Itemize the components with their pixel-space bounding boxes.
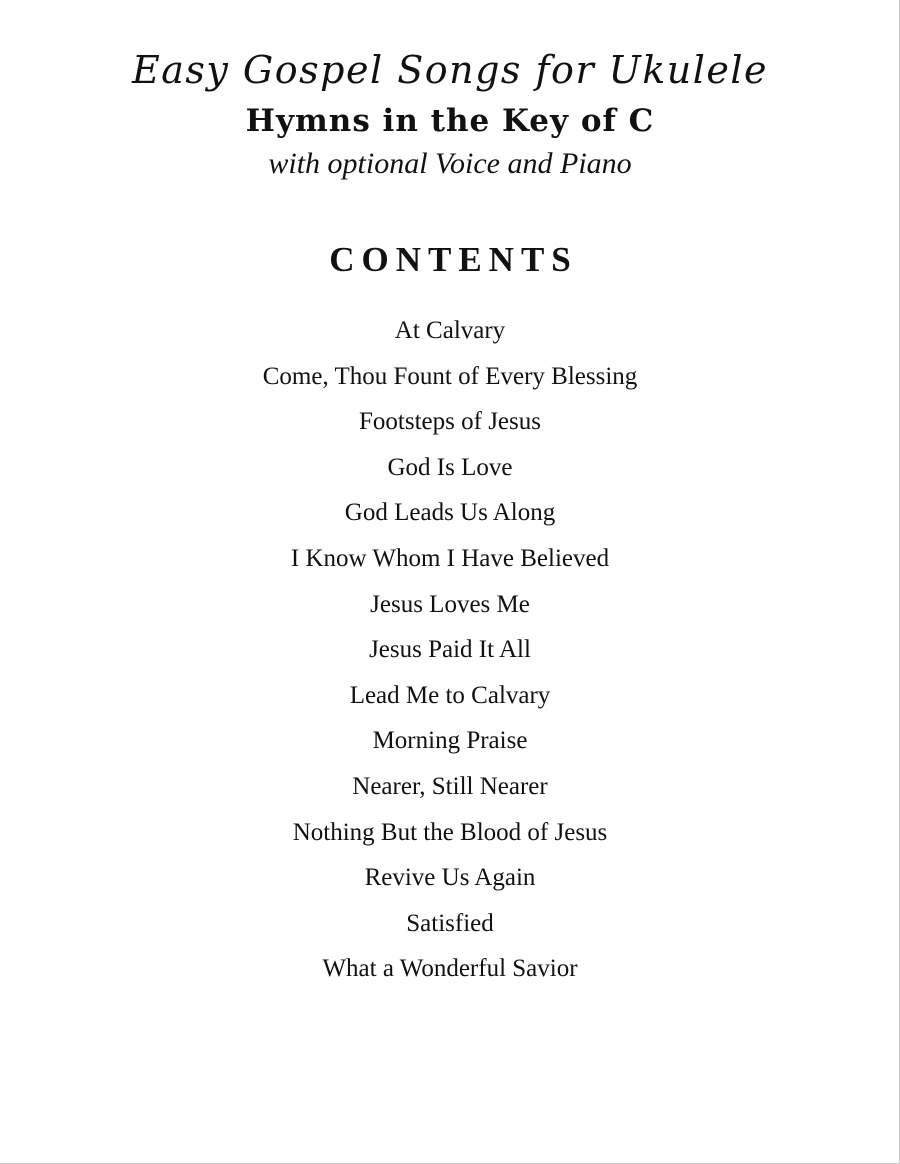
contents-item: Nothing But the Blood of Jesus xyxy=(292,818,608,846)
contents-item: Jesus Paid It All xyxy=(369,636,531,664)
book-subtitle: Hymns in the Key of C xyxy=(245,103,655,139)
contents-list xyxy=(0,308,900,992)
contents-item: What a Wonderful Savior xyxy=(322,955,578,983)
contents-item: Morning Praise xyxy=(372,727,528,755)
contents-item: Footsteps of Jesus xyxy=(359,408,541,436)
contents-item: Come, Thou Fount of Every Blessing xyxy=(262,362,638,390)
book-title: Easy Gospel Songs for Ukulele xyxy=(131,48,768,92)
contents-item: God Is Love xyxy=(387,453,513,481)
contents-item: God Leads Us Along xyxy=(344,499,556,527)
contents-item: Jesus Loves Me xyxy=(370,590,530,618)
contents-item: I Know Whom I Have Believed xyxy=(290,544,610,572)
contents-heading: CONTENTS xyxy=(329,240,578,279)
contents-item: At Calvary xyxy=(394,317,506,344)
book-tagline: with optional Voice and Piano xyxy=(268,147,632,180)
contents-item: Nearer, Still Nearer xyxy=(352,772,548,800)
contents-item: Lead Me to Calvary xyxy=(349,681,551,709)
contents-item: Revive Us Again xyxy=(364,864,536,892)
contents-item: Satisfied xyxy=(406,909,494,937)
